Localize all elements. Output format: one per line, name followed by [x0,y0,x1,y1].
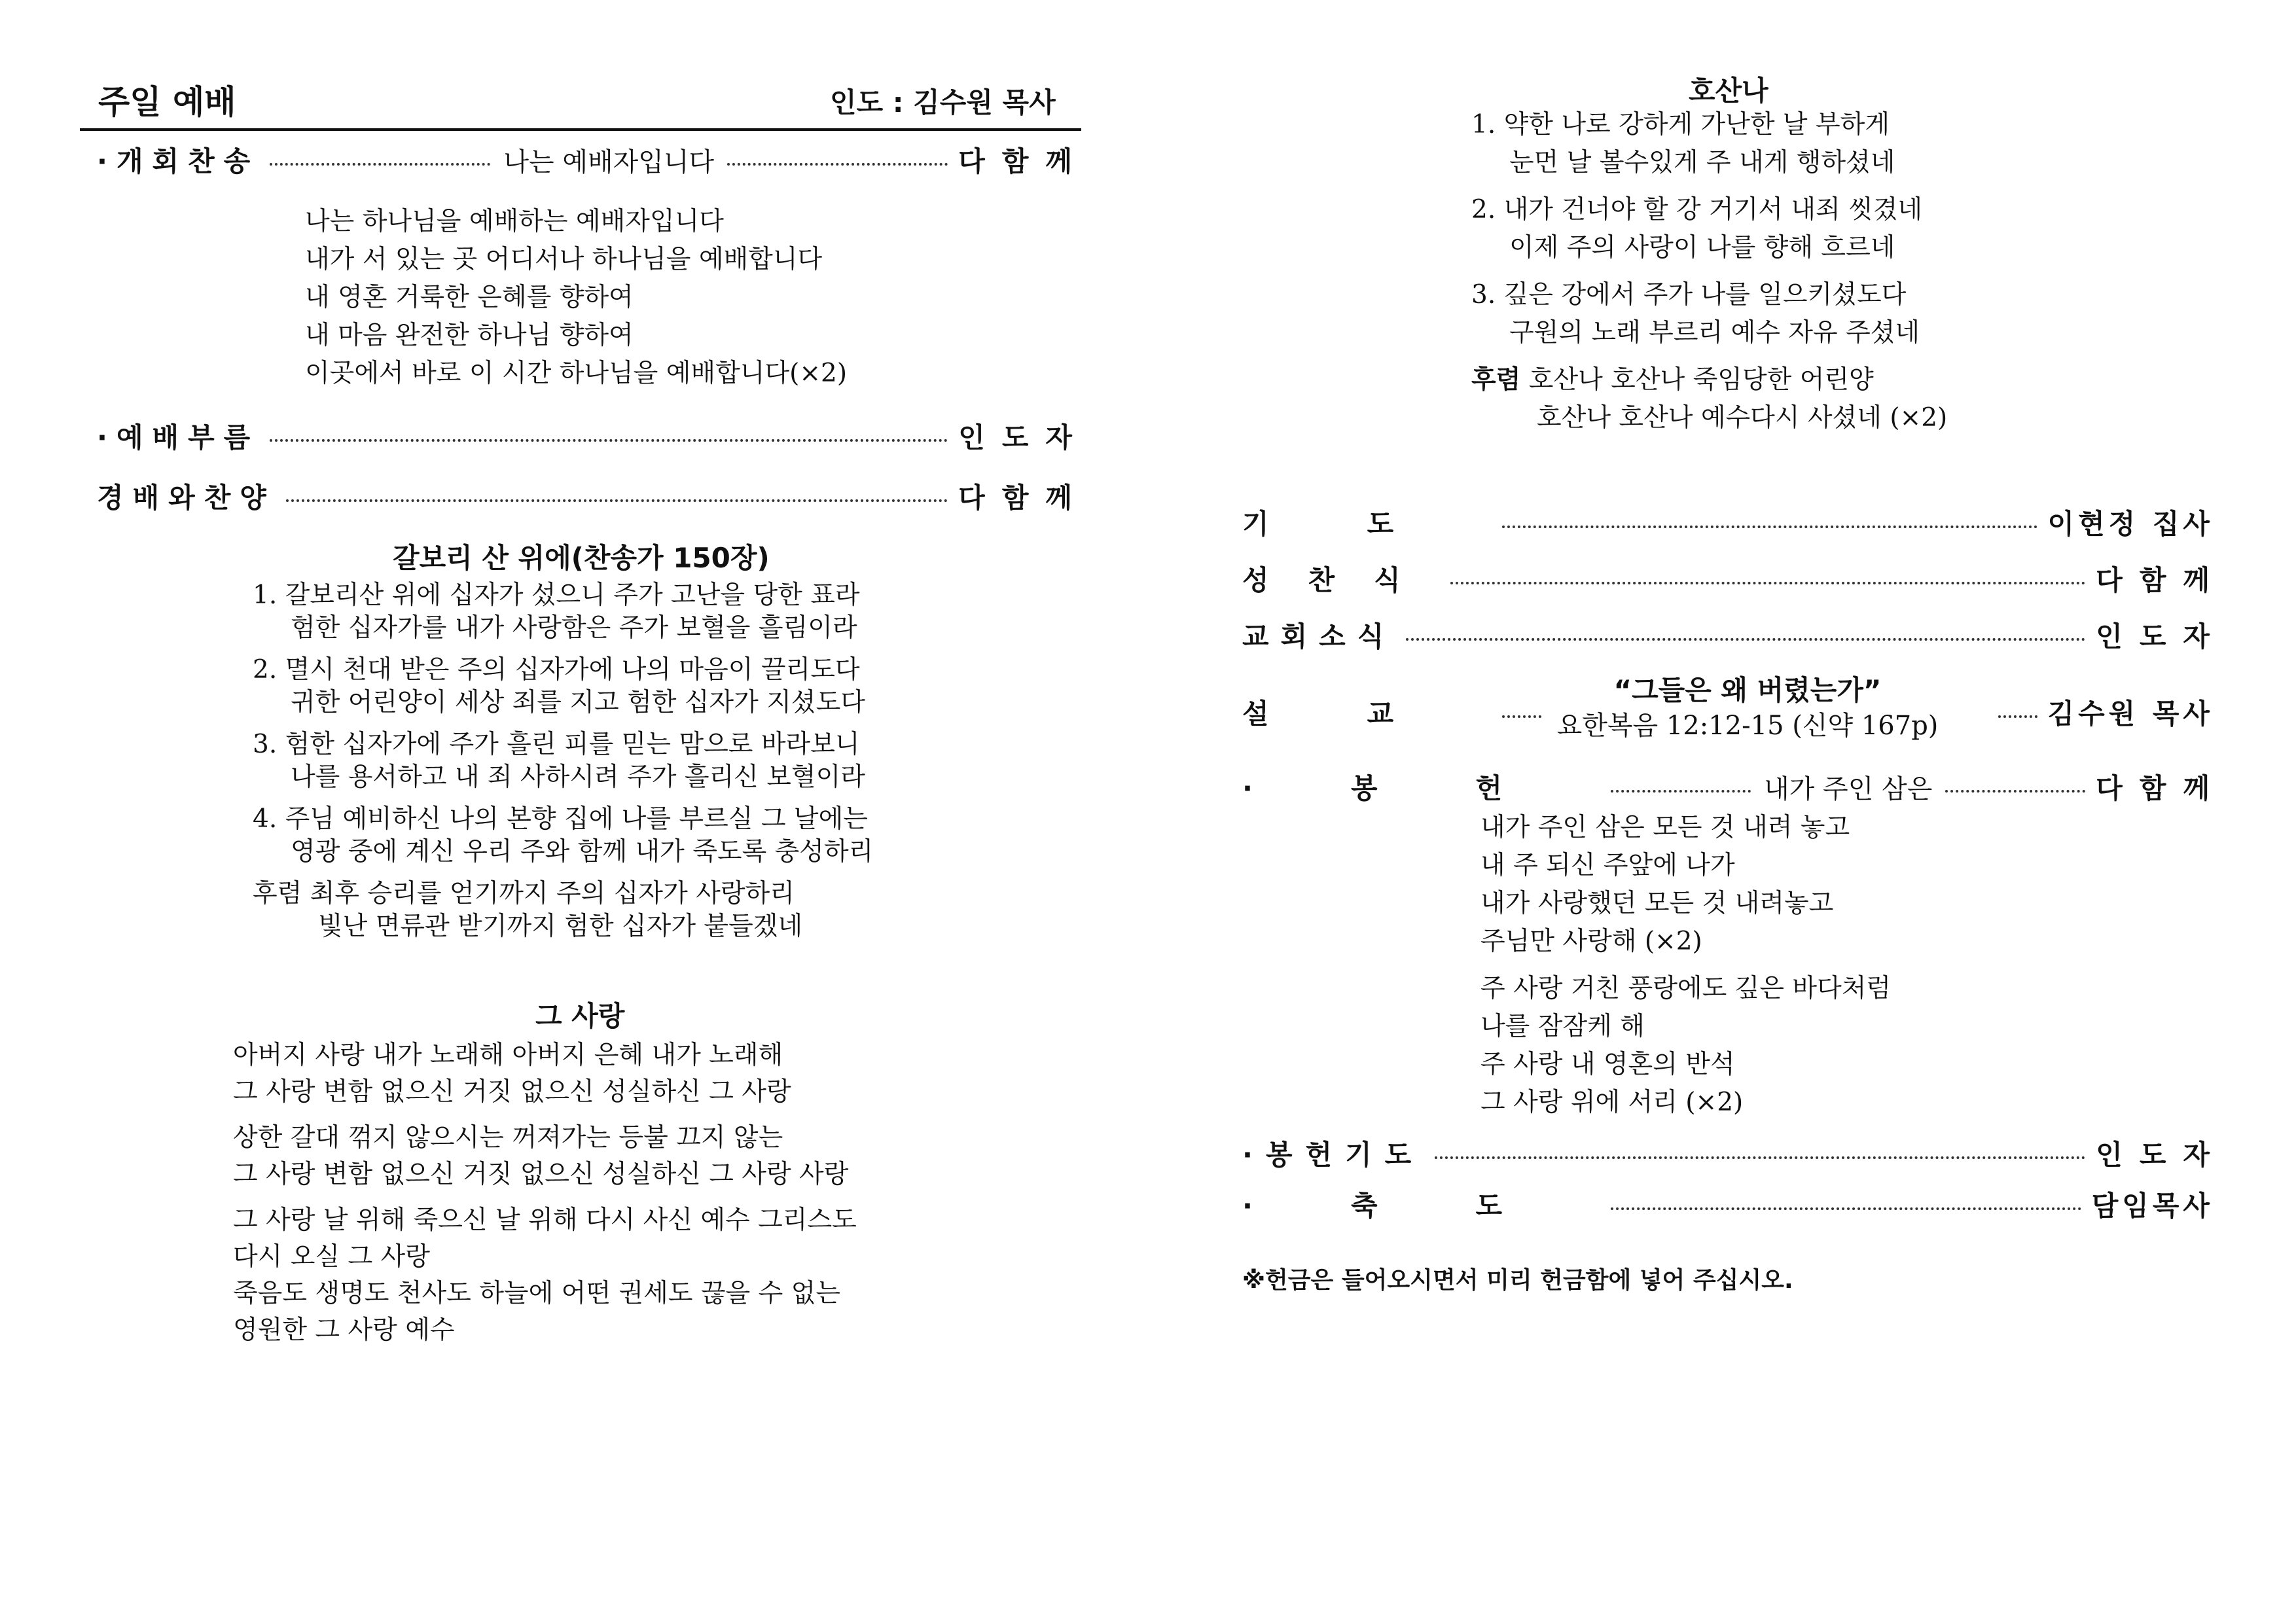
lyric-line: 주님만 사랑해 (×2) [1480,927,1702,956]
offering-lyrics [1480,809,1891,1122]
benediction-label: ·축도 [1242,1190,1601,1222]
offering-prayer-label: ·봉헌기도 [1242,1139,1425,1171]
lyric-line: 호산나 호산나 예수다시 사셨네 (×2) [1537,403,1948,433]
preacher: 김수원 목사 [2047,698,2214,730]
offering-prayer-row [1242,1133,2227,1173]
communion-label: 성찬식 [1242,564,1440,596]
lyric-line [1471,361,1947,399]
communion-respondent: 다함께 [2096,564,2227,596]
sermon-info [1518,673,1977,743]
lyric-line: 눈먼 날 볼수있게 주 내게 행하셨네 [1509,148,1895,177]
opening-hymn-lyrics [305,203,847,393]
offering-notice: ※헌금은 들어오시면서 미리 헌금함에 넣어 주십시오. [1242,1267,1793,1294]
sermon-label: 설교 [1242,698,1492,730]
sermon-title: “그들은 왜 버렸는가” [1613,674,1882,706]
church-news-respondent: 인도자 [2096,620,2227,652]
dot-leader [1450,582,2086,584]
prayer-label: 기도 [1242,508,1492,540]
dot-leader [1502,526,2037,528]
song-title: 그 사랑 [535,1000,625,1032]
opening-hymn-row [97,140,1089,179]
lyric-line: 1. 약한 나로 강하게 가난한 날 부하게 [1471,110,1890,139]
lyric-line: 내 마음 완전한 하나님 향하여 [305,321,634,350]
call-to-worship-row [97,416,1089,455]
praise-worship-label: 경배와찬양 [97,482,276,514]
lyric-line: 나는 하나님을 예배하는 예배자입니다 [305,207,724,236]
lyric-line: 그 사랑 위에 서리 (×2) [1480,1088,1744,1117]
lyric-line: 그 사랑 날 위해 죽으신 날 위해 다시 사신 예수 그리스도 [233,1205,857,1235]
opening-hymn-label: ·개회찬송 [97,145,260,177]
benediction-respondent: 담임목사 [2091,1190,2214,1222]
dot-leader [1998,715,2037,718]
lyric-line: 영광 중에 계신 우리 주와 함께 내가 죽도록 충성하리 [291,837,874,866]
song-title: 호산나 [1689,75,1768,107]
lyric-line: 주 사랑 내 영혼의 반석 [1480,1050,1735,1079]
song-lyrics [233,1037,857,1349]
lyric-line: 주 사랑 거친 풍랑에도 깊은 바다처럼 [1480,974,1892,1003]
offering-song: 내가 주인 삼은 [1764,774,1933,804]
dot-leader [270,439,948,442]
opening-hymn-respondent: 다함께 [958,145,1089,177]
dot-leader [1611,790,1751,793]
lyric-line: 그 사랑 변함 없으신 거짓 없으신 성실하신 그 사랑 사랑 [233,1160,849,1189]
lyric-line: 상한 갈대 꺾지 않으시는 꺼져가는 등불 끄지 않는 [233,1123,783,1152]
praise-worship-row [97,476,1089,516]
refrain-line: 호산나 호산나 죽임당한 어린양 [1528,365,1874,395]
header-divider [80,128,1081,131]
lyric-line: 1. 갈보리산 위에 십자가 섰으니 주가 고난을 당한 표라 [253,580,860,610]
lyric-line: 2. 멸시 천대 받은 주의 십자가에 나의 마음이 끌리도다 [253,655,860,685]
lyric-line: 죽음도 생명도 천사도 하늘에 어떤 권세도 끊을 수 없는 [233,1279,841,1308]
lyric-line: 이제 주의 사랑이 나를 향해 흐르네 [1509,233,1895,262]
prayer-respondent: 이현정 집사 [2047,508,2214,540]
lyric-line: 험한 십자가를 내가 사랑함은 주가 보혈을 흘림이라 [291,613,857,643]
lyric-line: 빛난 면류관 받기까지 험한 십자가 붙들겠네 [318,912,803,941]
call-to-worship-respondent: 인도자 [958,421,1089,454]
lyric-line: 2. 내가 건너야 할 강 거기서 내죄 씻겼네 [1471,195,1923,224]
lyric-line: 내가 주인 삼은 모든 것 내려 놓고 [1480,813,1850,842]
service-leader: 인도 : 김수원 목사 [830,86,1056,118]
dot-leader [1435,1156,2085,1159]
lyric-line: 후렴 최후 승리를 얻기까지 주의 십자가 사랑하리 [253,879,795,908]
lyric-line: 내가 사랑했던 모든 것 내려놓고 [1480,889,1834,918]
dot-leader [727,163,948,166]
praise-worship-respondent: 다함께 [958,482,1089,514]
call-to-worship-label: ·예배부름 [97,421,260,454]
lyric-line: 이곳에서 바로 이 시간 하나님을 예배합니다(×2) [305,359,848,388]
lyric-line: 내 영혼 거룩한 은혜를 향하여 [305,283,634,312]
lyric-line: 귀한 어린양이 세상 죄를 지고 험한 십자가 지셨도다 [291,688,865,717]
lyric-line: 나를 용서하고 내 죄 사하시려 주가 흘리신 보혈이라 [291,762,865,792]
dot-leader [270,163,490,166]
offering-row [1242,767,2227,806]
opening-hymn-song: 나는 예배자입니다 [503,147,715,177]
communion-row [1242,559,2227,598]
lyric-line: 아버지 사랑 내가 노래해 아버지 은혜 내가 노래해 [233,1041,783,1070]
lyric-line: 구원의 노래 부르리 예수 자유 주셨네 [1509,318,1920,348]
lyric-line: 3. 깊은 강에서 주가 나를 일으키셨도다 [1471,280,1907,310]
lyric-line: 내 주 되신 주앞에 나가 [1480,851,1735,880]
lyric-line: 내가 서 있는 곳 어디서나 하나님을 예배합니다 [305,245,823,274]
scripture-reference: 요한복음 12:12-15 (신약 167p) [1556,711,1939,741]
hymn-title: 갈보리 산 위에(찬송가 150장) [393,542,770,574]
church-news-row [1242,615,2227,654]
dot-leader [1406,638,2085,641]
benediction-row [1242,1185,2214,1224]
hymn-lyrics [253,579,873,943]
lyric-line: 나를 잠잠케 해 [1480,1012,1645,1041]
song-lyrics [1471,106,1947,437]
refrain-label: 후렴 [1471,365,1521,395]
offering-respondent: 다함께 [2096,772,2227,804]
offering-label: ·봉헌 [1242,772,1601,804]
lyric-line: 다시 오실 그 사랑 [233,1242,430,1272]
church-news-label: 교회소식 [1242,620,1396,652]
lyric-line: 3. 험한 십자가에 주가 흘린 피를 믿는 맘으로 바라보니 [253,730,860,759]
offering-prayer-respondent: 인도자 [2096,1139,2227,1171]
dot-leader [1945,790,2085,793]
page-title: 주일 예배 [98,83,236,121]
dot-leader [286,499,948,502]
lyric-line: 그 사랑 변함 없으신 거짓 없으신 성실하신 그 사랑 [233,1077,791,1107]
lyric-line: 영원한 그 사랑 예수 [233,1315,455,1345]
prayer-row [1242,503,2214,542]
dot-leader [1611,1207,2081,1210]
lyric-line: 4. 주님 예비하신 나의 본향 집에 나를 부르실 그 날에는 [253,804,868,834]
